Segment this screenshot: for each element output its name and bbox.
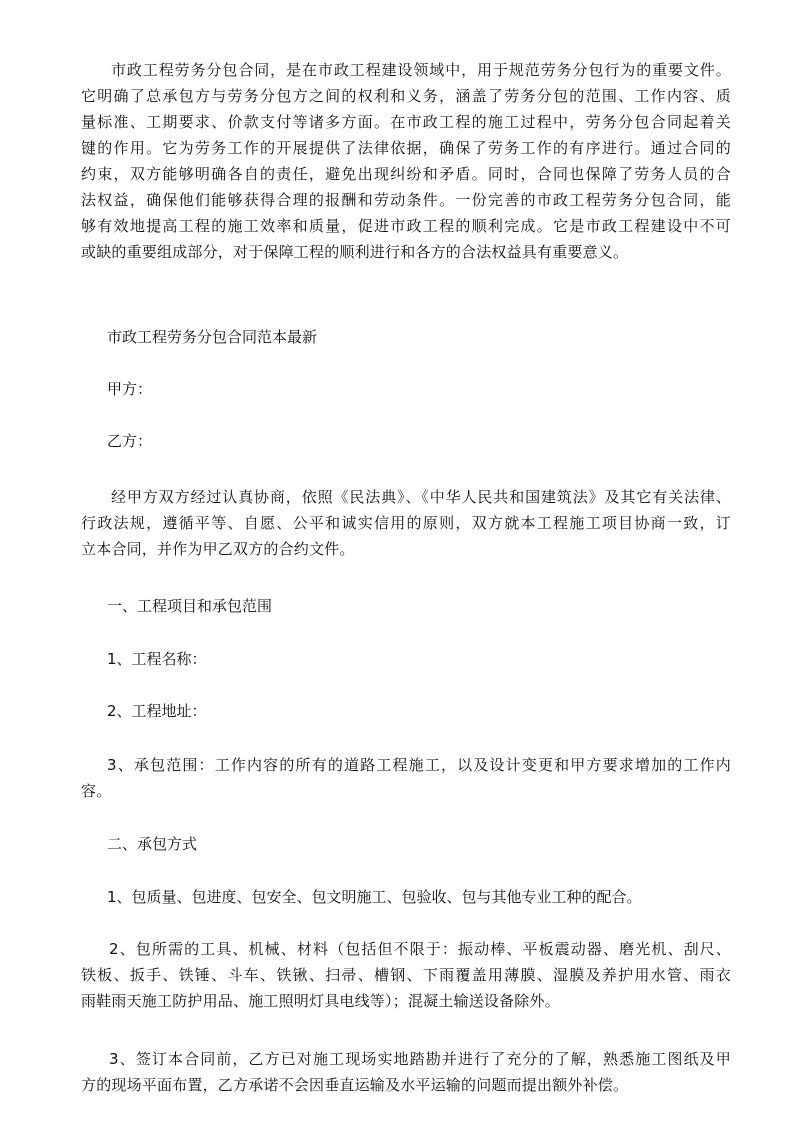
intro-line: 市政工程劳务分包合同，是在市政工程建设领域中，用于规范劳务分包行为的重要文件。 [111,61,731,79]
intro-line: 它明确了总承包方与劳务分包方之间的权利和义务，涵盖了劳务分包的范围、工作内容、质 [81,87,731,105]
section-2-item-3-line: 3、签订本合同前，乙方已对施工现场实地踏勘并进行了充分的了解，熟悉施工图纸及甲 [109,1050,731,1068]
section-1-item-1: 1、工程名称： [107,650,207,668]
section-1-item-2: 2、工程地址： [107,702,207,720]
party-b-label: 乙方： [107,432,153,450]
section-2-item-3 [81,1046,731,1098]
section-1-item-3-line: 3、承包范围：工作内容的所有的道路工程施工，以及设计变更和甲方要求增加的工作内 [107,756,731,774]
section-2-item-3-line: 方的现场平面布置，乙方承诺不会因垂直运输及水平运输的问题而提出额外补偿。 [81,1076,629,1094]
section-2-item-1: 1、包质量、包进度、包安全、包文明施工、包验收、包与其他专业工种的配合。 [107,888,642,906]
section-2-item-2-line: 铁板、扳手、铁锤、斗车、铁锹、扫帚、槽钢、下雨覆盖用薄膜、湿膜及养护用水管、雨衣 [81,966,731,984]
preamble-line: 行政法规，遵循平等、自愿、公平和诚实信用的原则，双方就本工程施工项目协商一致，订 [81,514,731,532]
party-a-label: 甲方： [107,380,153,398]
intro-line: 量标准、工期要求、价款支付等诸多方面。在市政工程的施工过程中，劳务分包合同起着关 [81,113,731,131]
section-2-item-2-line: 2、包所需的工具、机械、材料（包括但不限于：振动棒、平板震动器、磨光机、刮尺、 [109,940,731,958]
preamble-paragraph [81,484,731,562]
intro-line: 够有效地提高工程的施工效率和质量，促进市政工程的顺利完成。它是市政工程建设中不可 [81,217,731,235]
section-2-heading: 二、承包方式 [107,835,198,853]
intro-line: 约束，双方能够明确各自的责任，避免出现纠纷和矛盾。同时，合同也保障了劳务人员的合 [81,165,731,183]
intro-line: 或缺的重要组成部分，对于保障工程的顺利进行和各方的合法权益具有重要意义。 [81,243,629,261]
section-2-item-2-line: 雨鞋雨天施工防护用品、施工照明灯具电线等）；混凝土输送设备除外。 [81,992,560,1010]
preamble-line: 经甲方双方经过认真协商，依照《民法典》、《中华人民共和国建筑法》及其它有关法律、 [111,488,731,506]
section-2-item-2 [81,936,731,1014]
intro-line: 法权益，确保他们能够获得合理的报酬和劳动条件。一份完善的市政工程劳务分包合同，能 [81,191,731,209]
section-1-item-3-line: 容。 [81,782,112,800]
section-1-item-3 [81,752,731,804]
preamble-line: 立本合同，并作为甲乙双方的合约文件。 [81,540,355,558]
intro-paragraph [81,57,731,265]
section-1-heading: 一、工程项目和承包范围 [107,597,273,615]
intro-line: 键的作用。它为劳务工作的开展提供了法律依据，确保了劳务工作的有序进行。通过合同的 [81,139,731,157]
contract-title: 市政工程劳务分包合同范本最新 [107,328,318,346]
